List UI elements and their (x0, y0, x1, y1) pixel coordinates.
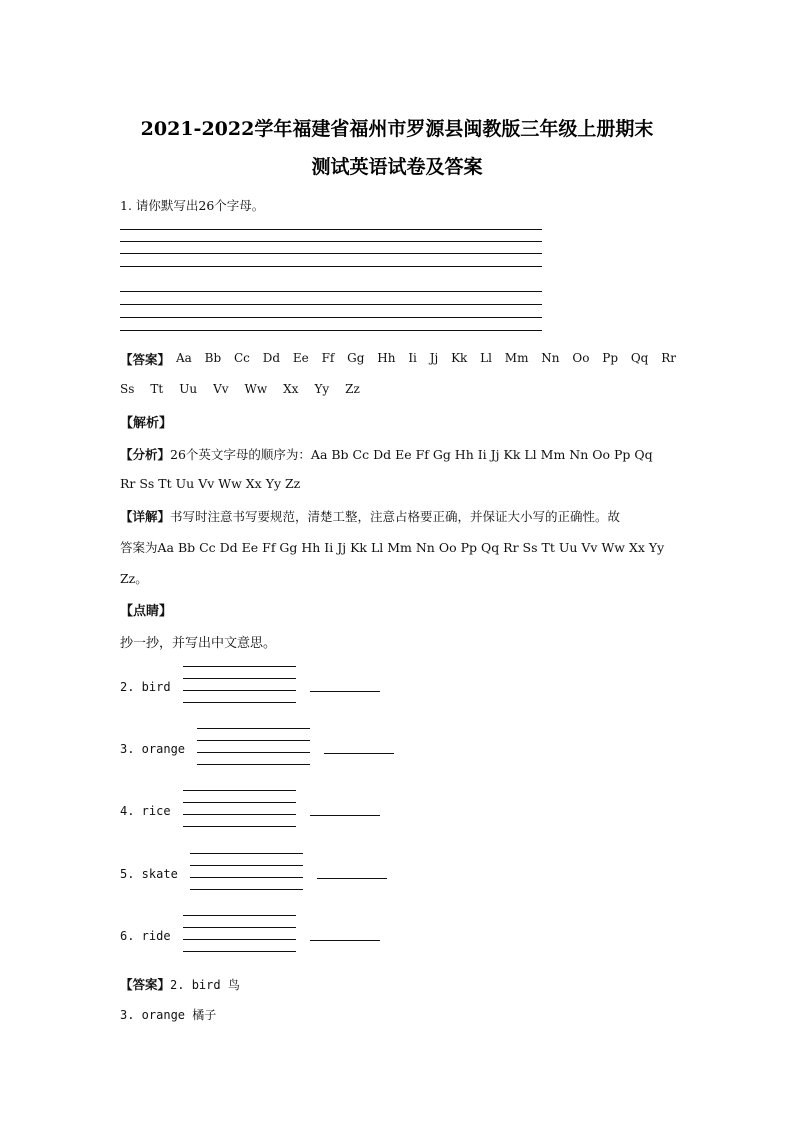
answer-letters-row-2 (120, 382, 360, 396)
analysis-line-2: Rr Ss Tt Uu Vv Ww Xx Yy Zz (120, 476, 301, 491)
answer-letter: Mm (504, 351, 529, 365)
copy-writing-line (183, 951, 296, 952)
detail-line-2: 答案为Aa Bb Cc Dd Ee Ff Gg Hh Ii Jj Kk Ll Mm Nn Oo Pp Qq Rr Ss Tt Uu Vv Ww Xx Yy (120, 540, 665, 555)
copy-writing-line (183, 802, 296, 803)
dianjing-heading: 【点睛】 (120, 604, 173, 619)
detail-line-1: 【详解】书写时注意书写要规范，清楚工整，注意占格要正确，并保证大小写的正确性。故 (120, 509, 621, 524)
answer-letter: Nn (541, 351, 560, 365)
copy-writing-line (183, 826, 296, 827)
copy-writing-line (197, 752, 310, 753)
copy-writing-line (183, 690, 296, 691)
copy-item-label: 2. bird (120, 680, 171, 694)
section-answer-1: 【答案】2. bird 鸟 (120, 977, 240, 992)
analysis-line-1: 【分析】26个英文字母的顺序为：Aa Bb Cc Dd Ee Ff Gg Hh Ii Jj Kk Ll Mm Nn Oo Pp Qq (120, 447, 653, 462)
page-title-line1: 2021-2022学年福建省福州市罗源县闽教版三年级上册期末 (140, 118, 654, 140)
copy-writing-line (183, 678, 296, 679)
writing-line (120, 241, 542, 242)
writing-line (120, 330, 542, 331)
copy-item-label: 5. skate (120, 867, 178, 881)
answer-letter: Aa (176, 351, 192, 365)
copy-writing-line (183, 927, 296, 928)
meaning-answer-line[interactable] (324, 753, 394, 754)
jiexi-heading: 【解析】 (120, 416, 173, 431)
answer-letter: Bb (204, 351, 222, 365)
answer-letter: Dd (262, 351, 281, 365)
copy-writing-line (183, 666, 296, 667)
answer-letter: Pp (602, 351, 619, 365)
answer-letter: Ii (408, 351, 417, 365)
copy-writing-line (197, 740, 310, 741)
question-1-prompt: 1. 请你默写出26个字母。 (120, 198, 265, 213)
copy-writing-line (190, 877, 303, 878)
answer-letter: Jj (429, 351, 439, 365)
answer-letter: Yy (314, 382, 330, 396)
copy-writing-line (183, 814, 296, 815)
meaning-answer-line[interactable] (317, 878, 387, 879)
copy-writing-line (190, 853, 303, 854)
answer-letters-row-1 (176, 351, 676, 365)
answer-letter: Ll (480, 351, 492, 365)
answer-letter: Vv (213, 382, 229, 396)
section-answer-2: 3. orange 橘子 (120, 1008, 217, 1022)
answer-letter: Ee (292, 351, 309, 365)
page-title-line2: 测试英语试卷及答案 (311, 156, 483, 178)
meaning-answer-line[interactable] (310, 815, 380, 816)
answer-letter: Xx (283, 382, 299, 396)
answer-letter: Cc (233, 351, 250, 365)
copy-writing-line (190, 865, 303, 866)
copy-item-label: 6. ride (120, 929, 171, 943)
answer-letter: Rr (661, 351, 676, 365)
answer-letter: Qq (630, 351, 649, 365)
copy-writing-line (183, 702, 296, 703)
copy-item-label: 3. orange (120, 742, 186, 756)
detail-line-3: Zz。 (120, 571, 148, 586)
answer-letter: Ff (321, 351, 335, 365)
copy-writing-line (197, 764, 310, 765)
copy-writing-line (183, 915, 296, 916)
section-instruction: 抄一抄，并写出中文意思。 (120, 636, 277, 651)
writing-line (120, 253, 542, 254)
writing-line (120, 266, 542, 267)
answer-letter: Tt (150, 382, 164, 396)
answer-letter: Zz (345, 382, 360, 396)
writing-line (120, 291, 542, 292)
writing-line (120, 317, 542, 318)
answer-letter: Gg (347, 351, 365, 365)
copy-item-label: 4. rice (120, 804, 171, 818)
writing-line (120, 304, 542, 305)
copy-writing-line (197, 728, 310, 729)
writing-line (120, 229, 542, 230)
answer-letter: Ww (244, 382, 268, 396)
answer-letter: Hh (377, 351, 396, 365)
meaning-answer-line[interactable] (310, 691, 380, 692)
answer-letter: Uu (179, 382, 198, 396)
answer-letter: Kk (451, 351, 468, 365)
answer-tag: 【答案】 (120, 352, 171, 367)
copy-writing-line (183, 939, 296, 940)
answer-letter: Oo (572, 351, 590, 365)
answer-letter: Ss (120, 382, 135, 396)
meaning-answer-line[interactable] (310, 940, 380, 941)
copy-writing-line (190, 889, 303, 890)
copy-writing-line (183, 790, 296, 791)
